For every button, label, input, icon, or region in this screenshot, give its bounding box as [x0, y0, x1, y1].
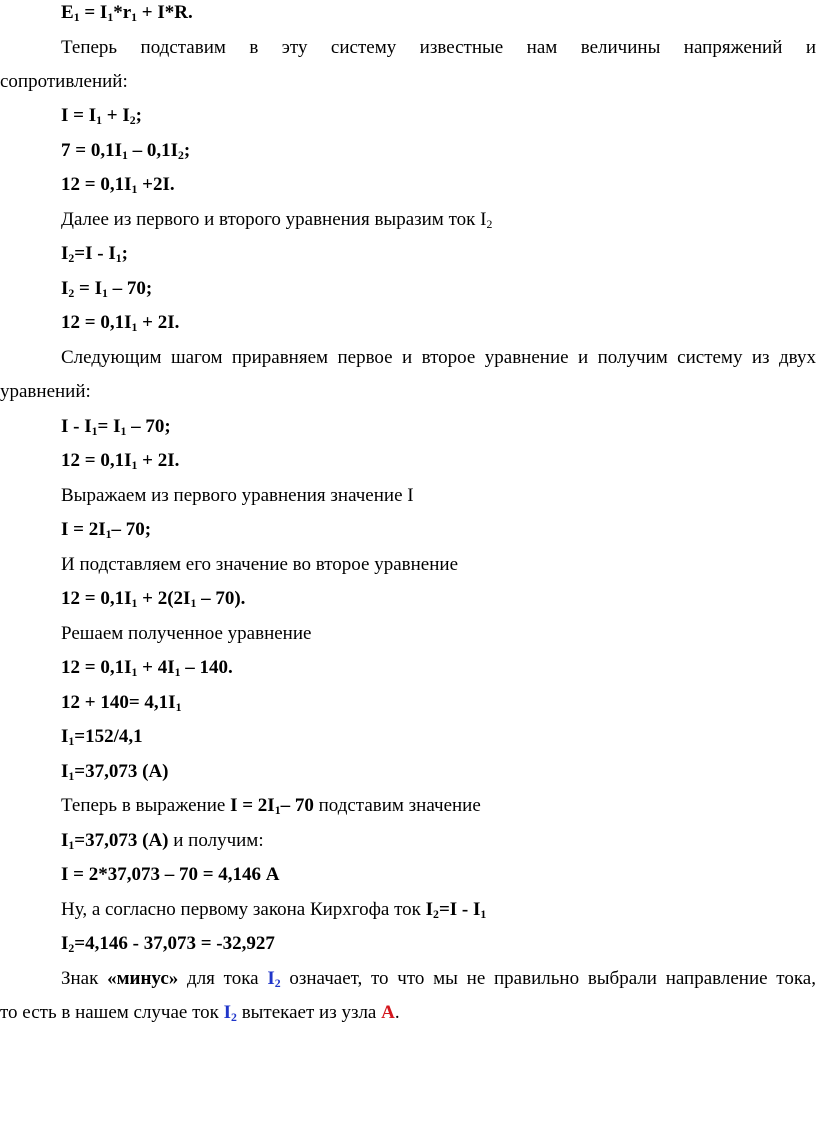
paragraph-line: Далее из первого и второго уравнения выразим ток $I_2$: [61, 209, 493, 231]
paragraph-line: Знак «минус» для тока $I_2$ означает, то что мы не правильно выбрали направление тока,: [61, 968, 816, 990]
paragraph-line: уравнений:: [0, 381, 91, 402]
paragraph-line: сопротивлений:: [0, 71, 128, 92]
equation-line: $I_2=4,146 - 37,073 = -32,927$: [61, 933, 275, 955]
paragraph-line: $I_1=37,073$ (А) и получим:: [61, 830, 264, 852]
paragraph-line: И подставляем его значение во второе уравнение: [61, 554, 458, 575]
equation-line: $I_2=I - I_1$;: [61, 243, 128, 265]
equation-line: $I = 2I_1-$ 70;: [61, 519, 152, 541]
paragraph-line: Ну, а согласно первому закона Кирхгофа ток $I_2=I - I_1$: [61, 899, 487, 921]
paragraph-line: Следующим шагом приравняем первое и второе уравнение и получим систему из двух: [61, 347, 816, 368]
paragraph-line: Теперь подставим в эту систему известные нам величины напряжений и: [61, 37, 816, 58]
equation-line: $I = I_1 + I_2$;: [61, 105, 142, 127]
equation-line: $I_1=152/4,1$: [61, 726, 143, 748]
paragraph-line: то есть в нашем случае ток $I_2$ вытекает из узла А.: [0, 1002, 400, 1024]
equation-line: $12 = 0,1I_1 + 2I$.: [61, 312, 180, 334]
paragraph-line: Выражаем из первого уравнения значение I: [61, 485, 414, 506]
equation-line: $I_2 = I_1 - 70$;: [61, 278, 153, 300]
paragraph-line: Решаем полученное уравнение: [61, 623, 312, 644]
equation-line: $12 = 0,1I_1 +2I$.: [61, 174, 175, 196]
equation-line: $I_1=37,073$ (А): [61, 761, 169, 783]
equation-line: $I - I_1= I_1 - 70$;: [61, 416, 171, 438]
equation-line: $12 = 0,1I_1 + 2(2I_1 - 70)$.: [61, 588, 246, 610]
equation-line: I = 2*37,073 – 70 = 4,146 А: [61, 864, 280, 885]
equation-line: $E_1 = I_1*r_1 + I*R$.: [61, 2, 193, 24]
equation-line: $7 = 0,1I_1 - 0,1I_2$;: [61, 140, 191, 162]
equation-line: $12 = 0,1I_1 + 2I$.: [61, 450, 180, 472]
equation-line: $12 + 140= 4,1I_1$: [61, 692, 182, 714]
paragraph-line: Теперь в выражение $I = 2I_1-$ 70 подставим значение: [61, 795, 481, 817]
equation-line: $12 = 0,1I_1 + 4I_1 - 140$.: [61, 657, 233, 679]
